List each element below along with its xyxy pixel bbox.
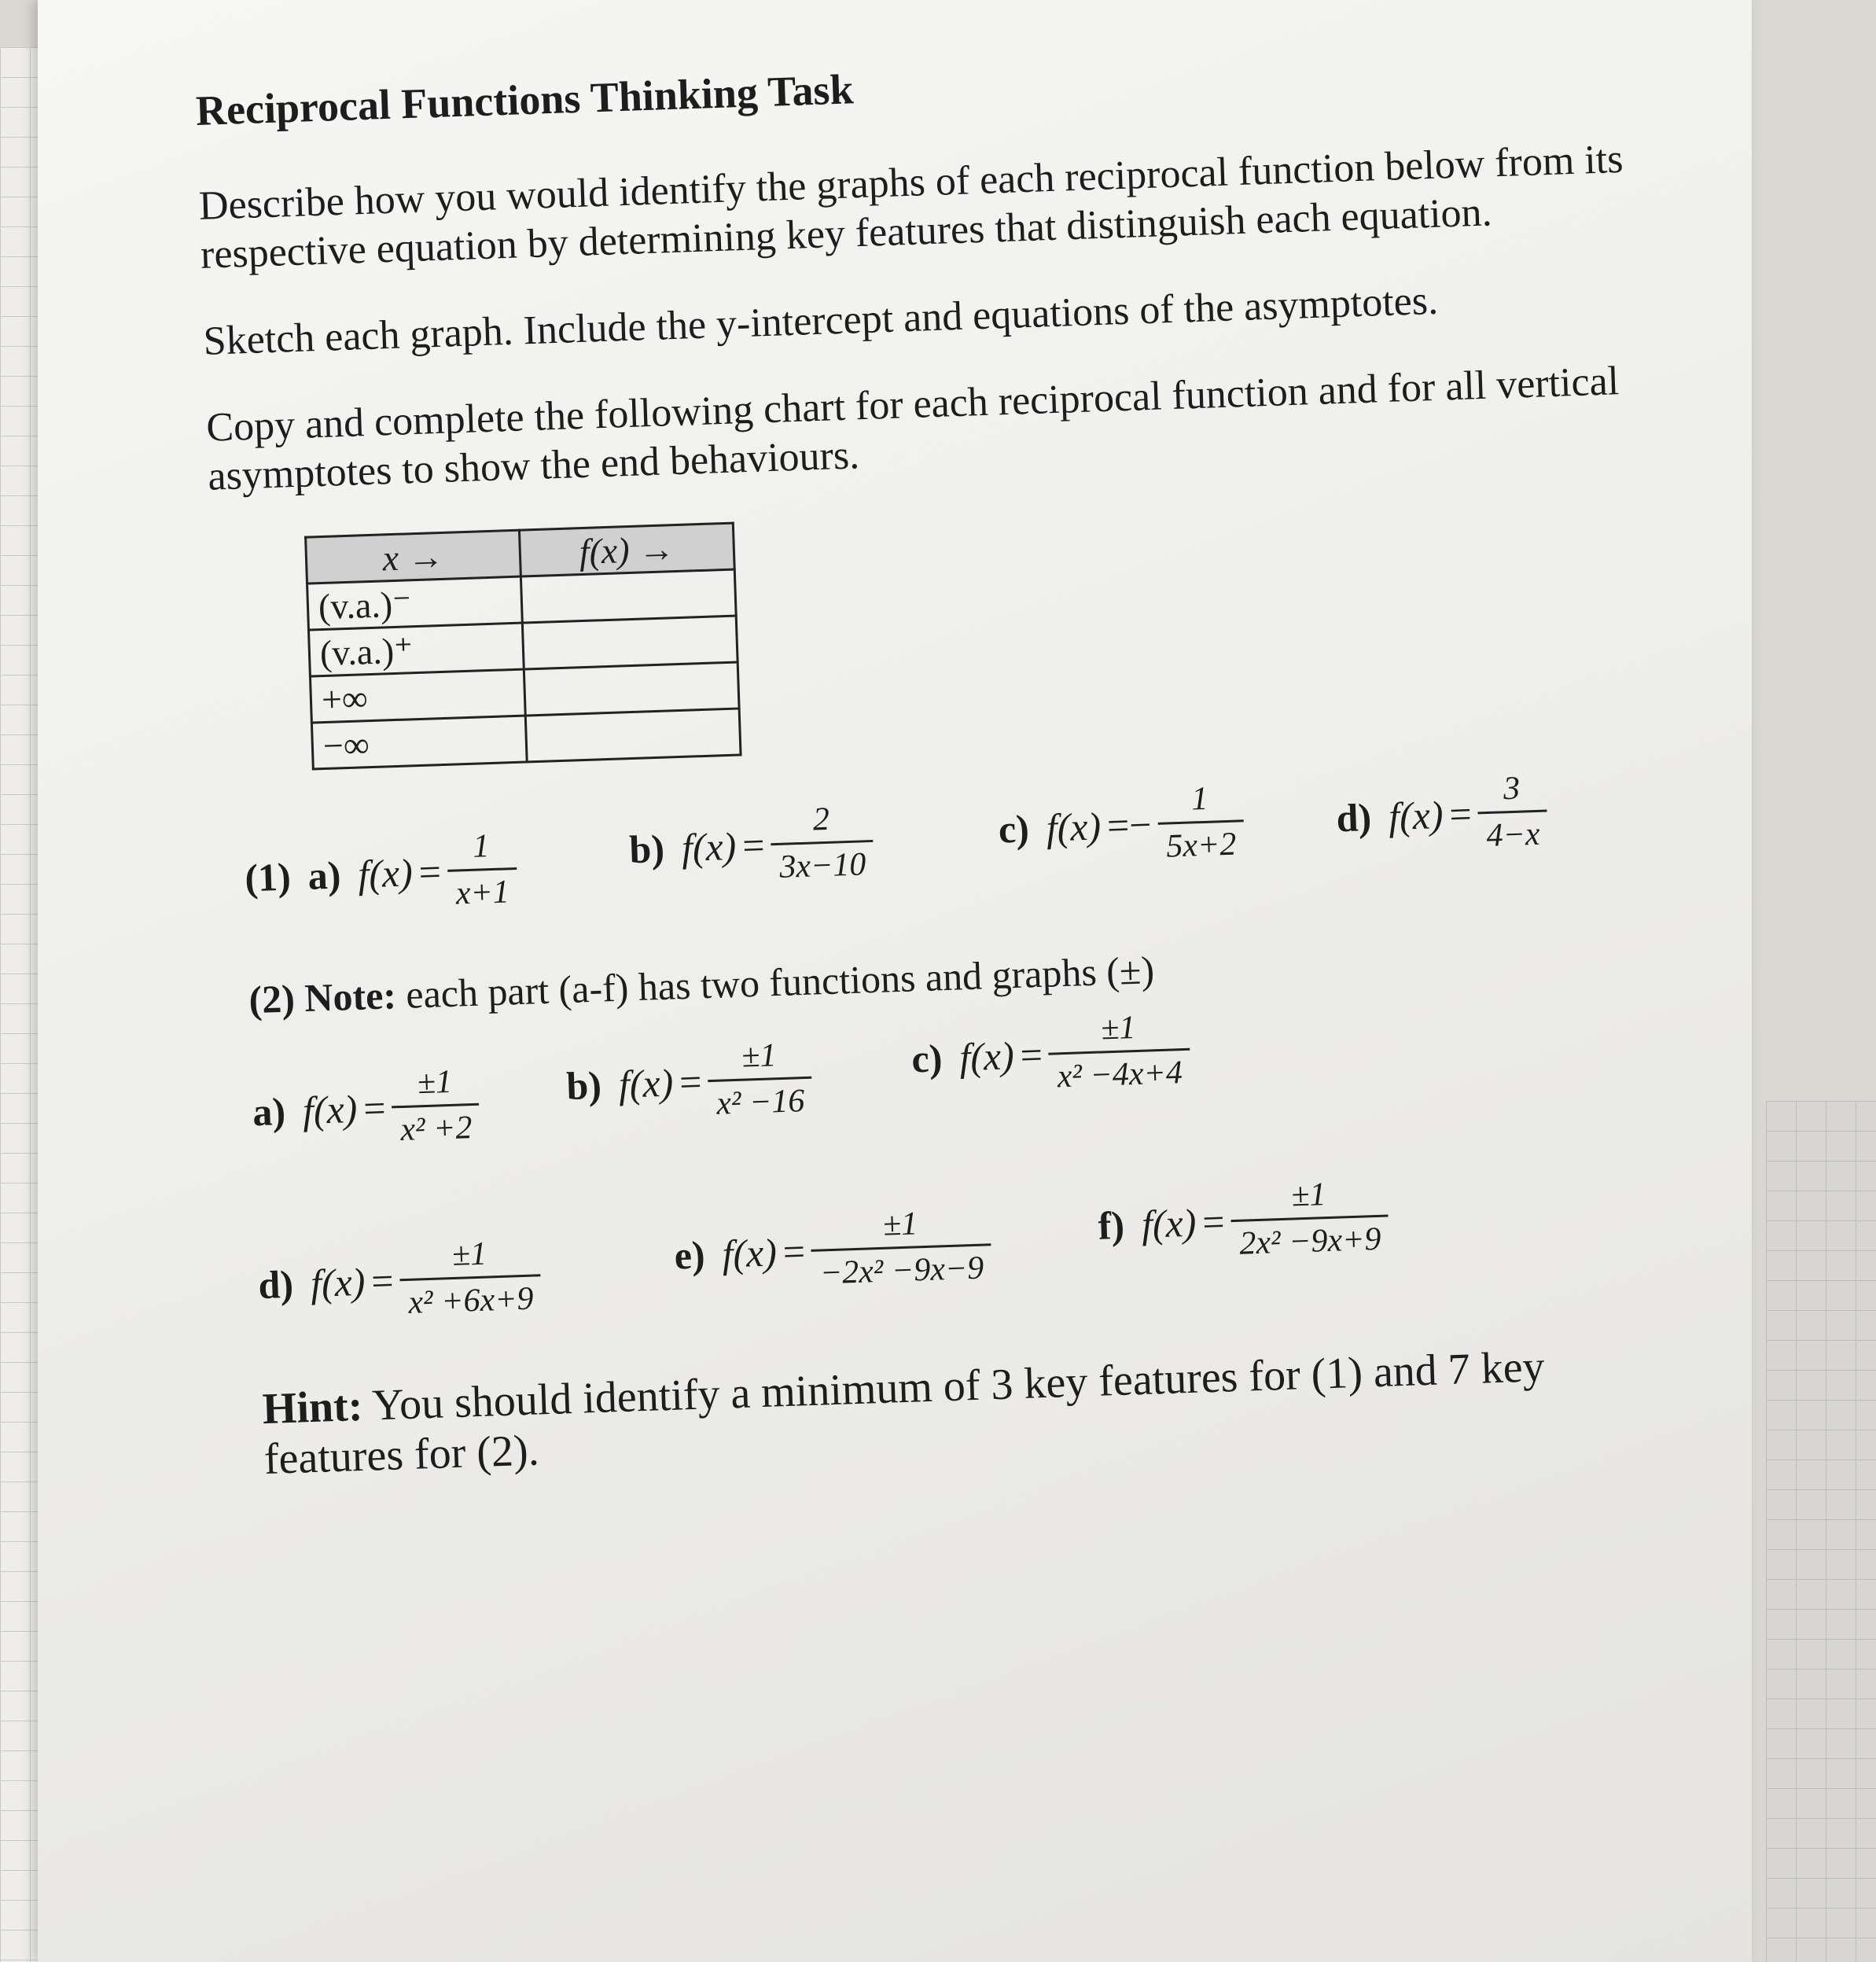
item-label: f) xyxy=(1097,1202,1125,1248)
denominator: 5x+2 xyxy=(1157,819,1245,866)
part2-item-f xyxy=(1097,1174,1389,1268)
equals-sign: = xyxy=(370,1257,395,1303)
part2-label: (2) xyxy=(248,976,296,1022)
hint-label: Hint: xyxy=(261,1381,364,1434)
item-label: d) xyxy=(1335,794,1373,840)
numerator: ±1 xyxy=(1100,1010,1137,1047)
part2-item-d xyxy=(257,1233,542,1327)
numerator: ±1 xyxy=(741,1037,778,1075)
denominator: x² −16 xyxy=(708,1077,813,1123)
chart-empty-cell xyxy=(522,616,738,669)
chart-header-x: x → xyxy=(306,530,521,583)
denominator: x² +6x+9 xyxy=(399,1274,542,1322)
part2-item-b xyxy=(565,1036,814,1128)
fraction xyxy=(1477,769,1548,856)
note-label: Note: xyxy=(303,973,397,1021)
function-name: f(x) xyxy=(721,1229,778,1276)
part2-item-c xyxy=(910,1007,1191,1101)
chart-row-label: (v.a.)⁺ xyxy=(308,623,524,676)
equals-sign: = xyxy=(362,1085,387,1131)
chart-empty-cell xyxy=(524,662,739,716)
function-name: f(x) xyxy=(310,1259,366,1305)
equals-sign: = xyxy=(1019,1032,1043,1077)
equals-sign: = xyxy=(1448,791,1473,837)
fraction xyxy=(770,799,874,886)
item-label: b) xyxy=(628,826,665,871)
equals-sign: = xyxy=(1201,1198,1226,1244)
numerator: 3 xyxy=(1503,770,1521,808)
part1-item-c xyxy=(997,779,1245,871)
part2-row-2 xyxy=(233,1172,1690,1338)
denominator: 4−x xyxy=(1478,809,1549,855)
end-behaviour-chart xyxy=(304,522,742,771)
numerator: ±1 xyxy=(882,1206,918,1243)
denominator: 2x² −9x+9 xyxy=(1230,1214,1389,1263)
equals-sign: =− xyxy=(1106,801,1153,848)
part1-label: (1) xyxy=(244,854,292,900)
denominator: x² +2 xyxy=(392,1103,480,1150)
chart-row-label: (v.a.)⁻ xyxy=(307,576,523,630)
item-label: d) xyxy=(257,1261,294,1307)
chart-empty-cell xyxy=(520,569,736,623)
equals-sign: = xyxy=(741,823,766,867)
chart-row-label: −∞ xyxy=(311,716,527,769)
fraction xyxy=(1047,1007,1191,1096)
worksheet-content xyxy=(195,39,1695,1485)
fraction xyxy=(446,826,517,913)
instructions-paragraph-2: Sketch each graph. Include the y-intercept and equations of the asymptotes. xyxy=(202,278,1439,364)
function-name: f(x) xyxy=(1388,792,1444,838)
fraction xyxy=(1230,1174,1390,1264)
equals-sign: = xyxy=(679,1058,703,1104)
fraction xyxy=(391,1062,481,1150)
instructions-paragraph-3: Copy and complete the following chart for each reciprocal function and for all vertical asymptotes to show the end behaviours. xyxy=(205,359,1620,499)
part2-row-1 xyxy=(227,1007,1685,1172)
graph-paper-background-right xyxy=(1766,1101,1876,1962)
note-text: each part (a-f) has two functions and graphs (±) xyxy=(395,948,1155,1018)
item-label: a) xyxy=(252,1088,286,1134)
instructions-paragraph-1: Describe how you would identify the graphs of each reciprocal function below from its respective equation by determining key features that distinguish each equation. xyxy=(198,136,1624,278)
function-name: f(x) xyxy=(1045,803,1102,850)
part1-item-d xyxy=(1335,769,1548,860)
denominator: 3x−10 xyxy=(771,840,874,886)
part1-row xyxy=(219,764,1677,930)
chart-row-label: +∞ xyxy=(310,669,525,723)
chart-empty-cell xyxy=(525,709,741,762)
numerator: 2 xyxy=(812,801,830,838)
chart-header-fx: f(x) → xyxy=(519,523,734,576)
numerator: 1 xyxy=(1190,780,1209,818)
item-label: c) xyxy=(997,805,1030,852)
denominator: x+1 xyxy=(447,867,518,913)
item-label: b) xyxy=(565,1062,602,1108)
fraction xyxy=(810,1202,992,1293)
numerator: 1 xyxy=(472,828,491,865)
function-name: f(x) xyxy=(680,823,738,870)
function-name: f(x) xyxy=(1141,1200,1197,1246)
item-label: a) xyxy=(307,852,342,898)
part2-item-a xyxy=(251,1062,480,1154)
fraction xyxy=(399,1233,543,1322)
numerator: ±1 xyxy=(417,1063,453,1102)
fraction xyxy=(707,1036,814,1123)
fraction xyxy=(1157,779,1245,866)
item-label: c) xyxy=(910,1035,944,1080)
part1-item-a xyxy=(244,826,518,919)
numerator: ±1 xyxy=(451,1235,487,1273)
function-name: f(x) xyxy=(301,1086,359,1132)
hint xyxy=(262,1337,1695,1485)
function-name: f(x) xyxy=(958,1033,1015,1079)
part2-note xyxy=(248,929,1680,1022)
equals-sign: = xyxy=(782,1228,806,1274)
item-label: e) xyxy=(673,1231,706,1278)
worksheet-title: Reciprocal Functions Thinking Task xyxy=(195,65,855,134)
part1-item-b xyxy=(628,799,874,891)
denominator: x² −4x+4 xyxy=(1049,1048,1191,1096)
worksheet-page xyxy=(38,0,1752,1962)
part2-item-e xyxy=(673,1202,992,1297)
equals-sign: = xyxy=(418,848,442,894)
function-name: f(x) xyxy=(357,849,414,896)
denominator: −2x² −9x−9 xyxy=(811,1243,992,1293)
function-name: f(x) xyxy=(617,1060,675,1106)
hint-text: You should identify a minimum of 3 key features for (1) and 7 key features for (2). xyxy=(263,1342,1546,1485)
numerator: ±1 xyxy=(1290,1176,1327,1214)
